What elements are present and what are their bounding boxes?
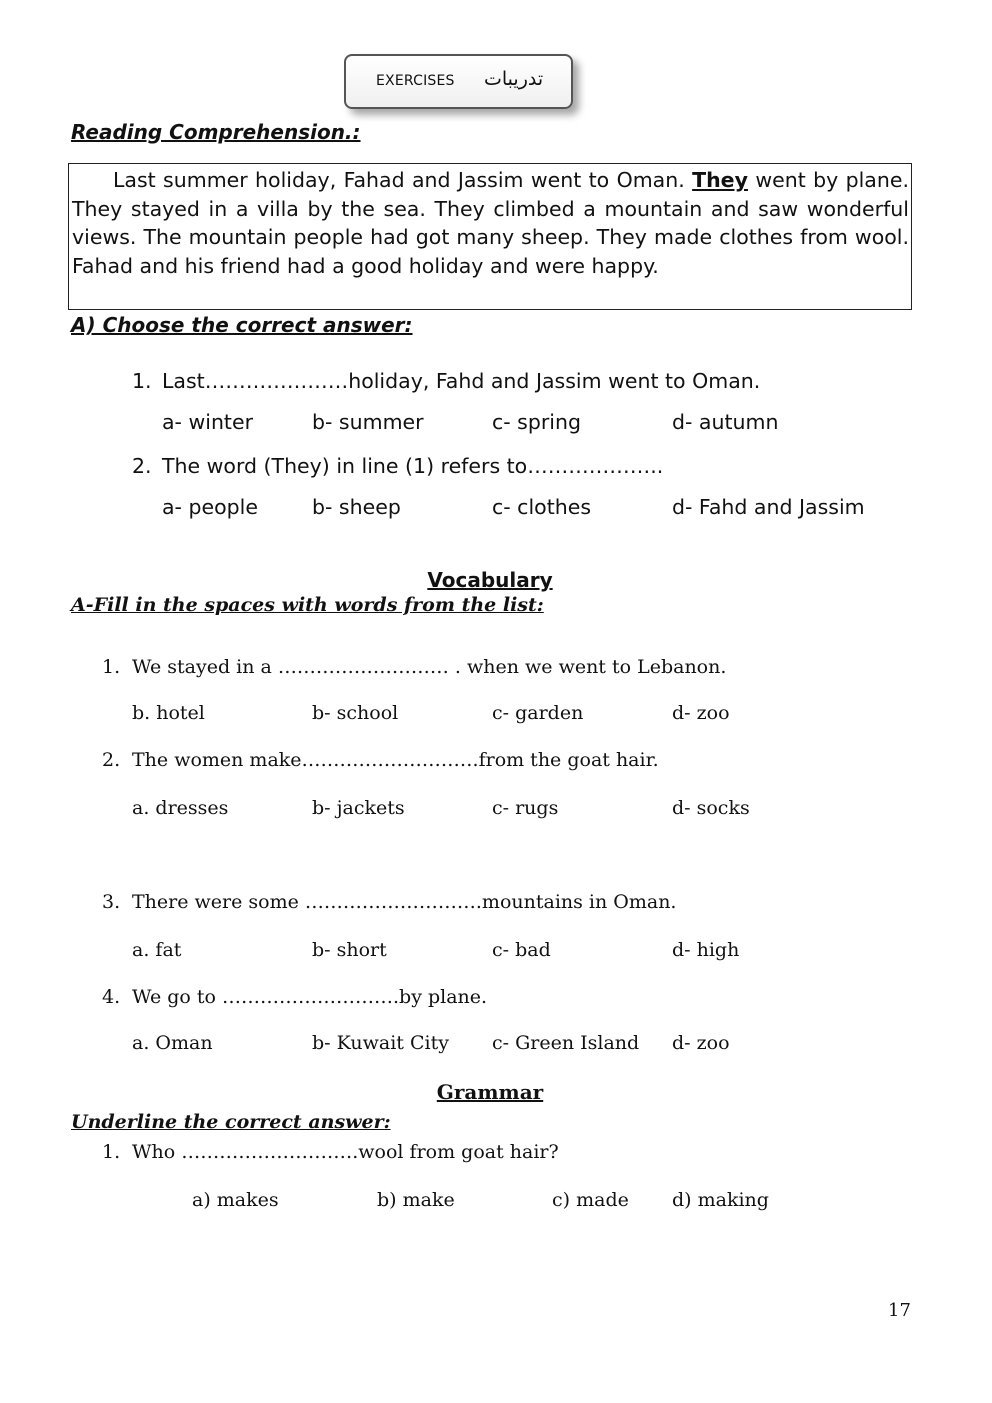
option-a[interactable]: a. dresses (132, 797, 229, 819)
vocabulary-question-4 (102, 986, 487, 1008)
option-c[interactable]: c- rugs (492, 797, 559, 819)
choose-section-title: A) Choose the correct answer: (71, 313, 413, 337)
page-number: 17 (888, 1300, 911, 1321)
question-number: 1. (102, 1141, 121, 1163)
option-b[interactable]: b- jackets (312, 797, 405, 819)
vocabulary-instruction: A-Fill in the spaces with words from the list: (71, 594, 544, 616)
grammar-title: Grammar (436, 1080, 544, 1104)
question-text: Last…………………holiday, Fahd and Jassim went to Oman. (162, 369, 761, 393)
vocabulary-question-3 (102, 891, 676, 913)
option-d[interactable]: d- zoo (672, 702, 730, 724)
reading-question-1-options (0, 410, 992, 440)
option-a[interactable]: a- people (162, 495, 258, 519)
option-a[interactable]: a. fat (132, 939, 182, 961)
option-c[interactable]: c) made (552, 1189, 629, 1211)
vocabulary-question-1 (102, 656, 726, 678)
question-text: There were some ……………………….mountains in Oman. (132, 891, 677, 913)
reading-question-2 (132, 454, 663, 478)
header-english: EXERCISES (376, 73, 455, 89)
reading-passage (68, 163, 912, 310)
option-a[interactable]: a) makes (192, 1189, 279, 1211)
option-b[interactable]: b- short (312, 939, 387, 961)
grammar-question-1-options (0, 1189, 992, 1217)
option-b[interactable]: b- school (312, 702, 399, 724)
option-d[interactable]: d- autumn (672, 410, 779, 434)
question-text: Who ……………………….wool from goat hair? (132, 1141, 559, 1163)
option-c[interactable]: c- clothes (492, 495, 592, 519)
option-d[interactable]: d) making (672, 1189, 769, 1211)
vocabulary-question-3-options (0, 939, 992, 967)
question-number: 1. (102, 656, 121, 678)
question-text: We stayed in a ……………………… . when we went to Lebanon. (132, 656, 727, 678)
question-number: 2. (132, 454, 152, 478)
question-number: 2. (102, 749, 121, 771)
grammar-question-1 (102, 1141, 559, 1163)
vocabulary-title: Vocabulary (427, 568, 553, 592)
question-text: We go to ……………………….by plane. (132, 986, 488, 1008)
option-d[interactable]: d- zoo (672, 1032, 730, 1054)
question-number: 3. (102, 891, 121, 913)
reading-question-1 (132, 369, 760, 393)
option-d[interactable]: d- Fahd and Jassim (672, 495, 865, 519)
passage-rest: went by plane. They stayed in a villa by the sea. They climbed a mountain and saw wonderful views. The mountain people had got many sheep. They made clothes from wool. Fahad and his friend had a good holiday and were happy. (72, 168, 909, 278)
option-b[interactable]: b- Kuwait City (312, 1032, 449, 1054)
option-c[interactable]: c- bad (492, 939, 551, 961)
grammar-instruction: Underline the correct answer: (71, 1111, 391, 1133)
passage-bold-word: They (692, 168, 748, 192)
option-b[interactable]: b- sheep (312, 495, 401, 519)
option-d[interactable]: d- high (672, 939, 740, 961)
exercises-header-box (344, 54, 573, 109)
question-text: The word (They) in line (1) refers to……………….. (162, 454, 664, 478)
vocabulary-question-4-options (0, 1032, 992, 1060)
passage-first-sentence: Last summer holiday, Fahad and Jassim went to Oman. (113, 168, 685, 192)
option-a[interactable]: b. hotel (132, 702, 205, 724)
vocabulary-question-2-options (0, 797, 992, 825)
reading-title: Reading Comprehension.: (71, 120, 361, 144)
option-a[interactable]: a- winter (162, 410, 254, 434)
option-a[interactable]: a. Oman (132, 1032, 213, 1054)
vocabulary-question-1-options (0, 702, 992, 730)
option-b[interactable]: b) make (377, 1189, 455, 1211)
option-b[interactable]: b- summer (312, 410, 424, 434)
question-number: 4. (102, 986, 121, 1008)
option-c[interactable]: c- spring (492, 410, 582, 434)
option-c[interactable]: c- garden (492, 702, 584, 724)
option-c[interactable]: c- Green Island (492, 1032, 640, 1054)
vocabulary-question-2 (102, 749, 659, 771)
question-number: 1. (132, 369, 152, 393)
header-arabic: تدريبات (484, 68, 544, 90)
reading-question-2-options (0, 495, 992, 525)
question-text: The women make……………………….from the goat hair. (132, 749, 659, 771)
option-d[interactable]: d- socks (672, 797, 750, 819)
